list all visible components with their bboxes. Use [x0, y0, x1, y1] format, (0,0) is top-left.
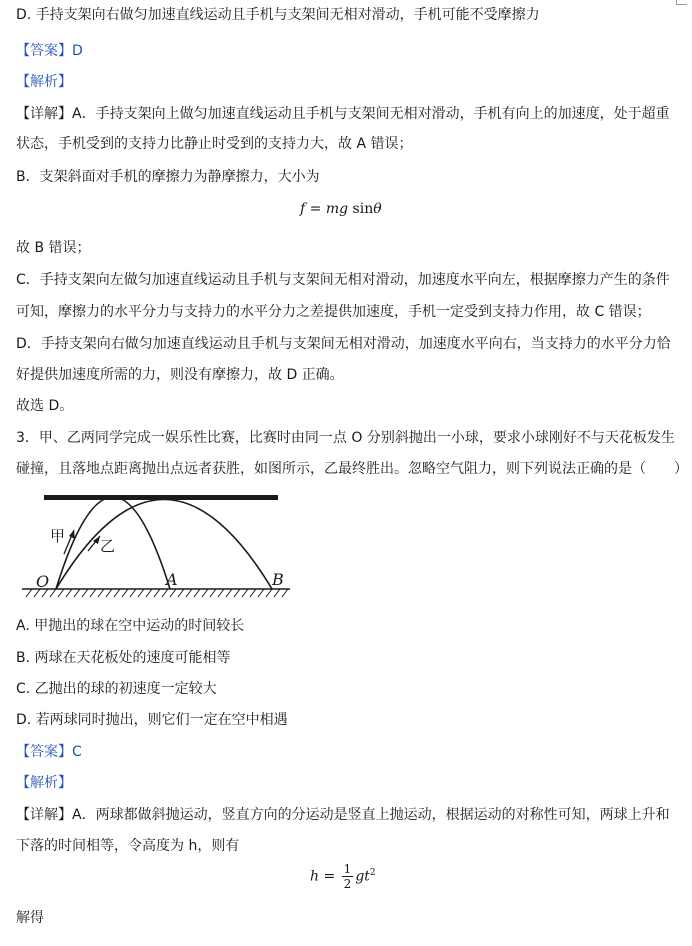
analysis-tag-1: 【解析】 — [16, 74, 72, 90]
answer-tag-2: 【答案】C — [16, 744, 82, 760]
detail-d-line-2: 好提供加速度所需的力，则没有摩擦力，故 D 正确。 — [16, 367, 344, 383]
equation-friction: f = mg sinθ — [300, 201, 382, 217]
detail-a2-line-2: 下落的时间相等，令高度为 h，则有 — [16, 838, 240, 854]
label-b: B — [272, 570, 284, 589]
option-b: B. 两球在天花板处的速度可能相等 — [16, 650, 231, 666]
detail-a-line-1: 【详解】A．手持支架向上做匀加速直线运动且手机与支架间无相对滑动，手机有向上的加速度，处于超重 — [16, 106, 670, 122]
detail-d-line-1: D．手持支架向右做匀加速直线运动且手机与支架间无相对滑动，加速度水平向右，当支持力的水平分力恰 — [16, 336, 671, 352]
projectile-diagram — [14, 490, 296, 604]
label-a: A — [166, 570, 178, 589]
question-3-line-2: 碰撞，且落地点距离抛出点远者获胜，如图所示，乙最终胜出。忽略空气阻力，则下列说法正确的是（ ） — [16, 461, 688, 477]
option-d-previous: D. 手持支架向右做匀加速直线运动且手机与支架间无相对滑动，手机可能不受摩擦力 — [16, 7, 540, 23]
option-d: D. 若两球同时抛出，则它们一定在空中相遇 — [16, 712, 288, 728]
detail-a2-line-1: 【详解】A．两球都做斜抛运动，竖直方向的分运动是竖直上抛运动，根据运动的对称性可知，两球上升和 — [16, 807, 670, 823]
analysis-tag-2: 【解析】 — [16, 775, 72, 791]
fraction-one-half: $\frac{1}{2}$ — [343, 862, 352, 891]
velocity-arrowhead-jia — [69, 530, 75, 539]
detail-c-line-1: C．手持支架向左做匀加速直线运动且手机与支架间无相对滑动，加速度水平向左，根据摩擦力产生的条件 — [16, 272, 670, 288]
detail-b-line: B．支架斜面对手机的摩擦力为静摩擦力，大小为 — [16, 169, 320, 185]
detail-b-conclusion: 故 B 错误； — [16, 240, 91, 256]
answer-tag-1: 【答案】D — [16, 43, 83, 59]
page-corner-mark — [676, 0, 687, 5]
label-jia: 甲 — [50, 527, 66, 545]
projectile-figure — [14, 490, 296, 604]
detail-a-line-2: 状态，手机受到的支持力比静止时受到的支持力大，故 A 错误； — [16, 136, 413, 152]
detail-c-line-2: 可知，摩擦力的水平分力与支持力的水平分力之差提供加速度，手机一定受到支持力作用，故 C 错误； — [16, 304, 651, 320]
question-3-line-1: 3．甲、乙两同学完成一娱乐性比赛，比赛时由同一点 O 分别斜抛出一小球，要求小球刚好不与天花板发生 — [16, 430, 675, 446]
option-a: A. 甲抛出的球在空中运动的时间较长 — [16, 618, 245, 634]
choose-d-line: 故选 D。 — [16, 398, 74, 414]
label-yi: 乙 — [100, 537, 116, 555]
solve-label: 解得 — [16, 910, 44, 926]
equation-height: h = $\frac{1}{2}$ $gt^2$ — [310, 862, 376, 891]
option-c: C. 乙抛出的球的初速度一定较大 — [16, 681, 217, 697]
ground-hatch — [26, 589, 288, 597]
label-o: O — [36, 572, 50, 591]
